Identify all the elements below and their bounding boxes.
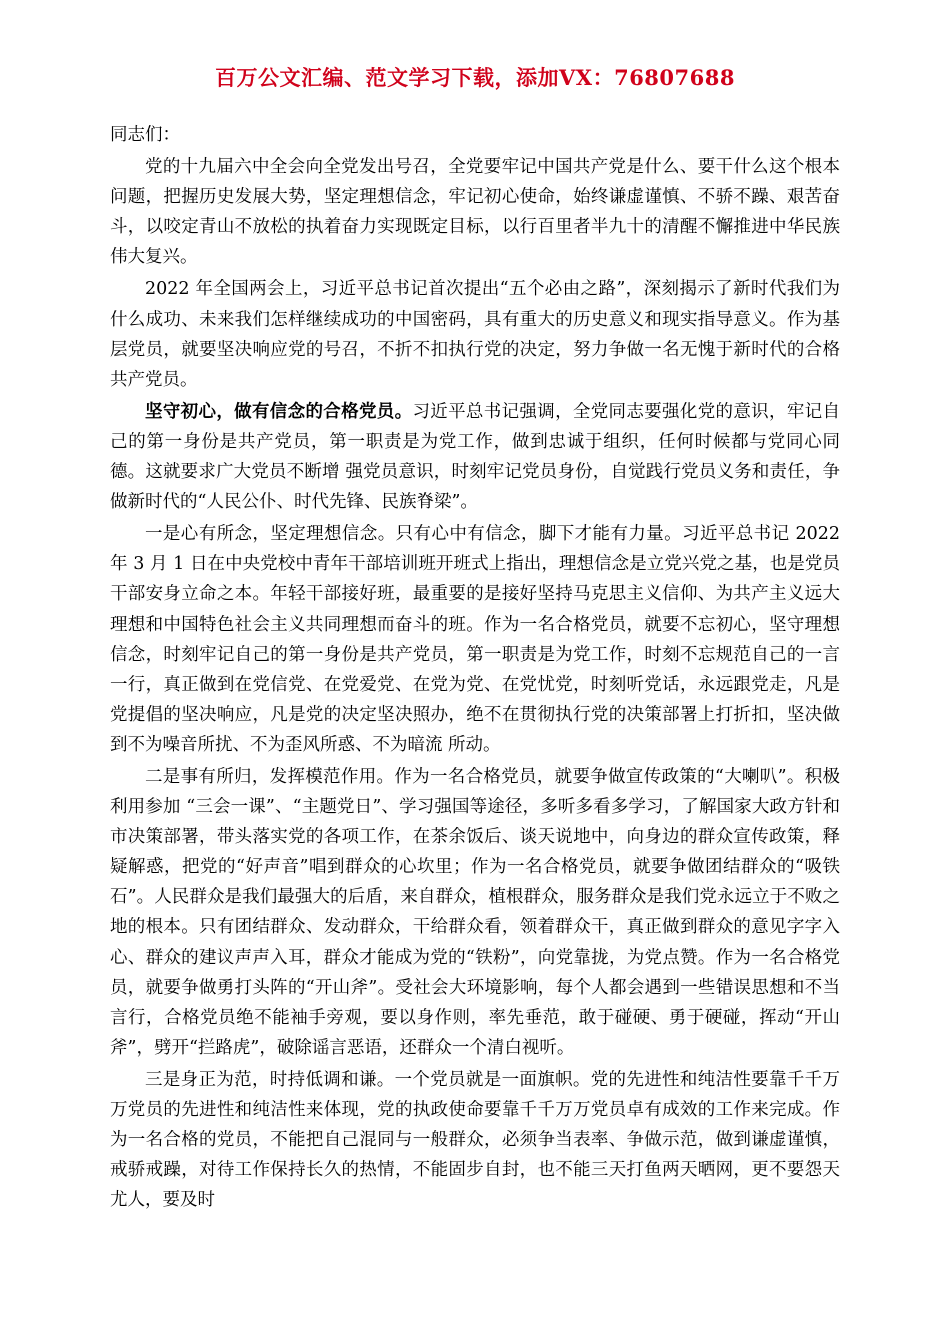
- paragraph-1: 党的十九届六中全会向全党发出号召，全党要牢记中国共产党是什么、要干什么这个根本问题，把握历史发展大势，坚定理想信念，牢记初心使命，始终谦虚谨慎、不骄不躁、艰苦奋斗，以咬定青山不放松的执着奋力实现既定目标，以行百里者半九十的清醒不懈推进中华民族伟大复兴。: [110, 157, 840, 268]
- document-body: [110, 120, 840, 1215]
- paragraph-highlight-rest: 习近平总书记强调，全党同志要强化党的意识，牢记自己的第一身份是共产党员，第一职责是为党工作，做到忠诚于组织，任何时候都与党同心同德。这就要求广大党员不断增 强党员意识，时刻牢记党员身份，自觉践行党员义务和责任，争做新时代的“人民公仆、时代先锋、民族脊梁”。: [110, 401, 841, 513]
- paragraph-2: 2022 年全国两会上，习近平总书记首次提出“五个必由之路”，深刻揭示了新时代我们为什么成功、未来我们怎样继续成功的中国密码，具有重大的历史意义和现实指导意义。作为基层党员，就要坚决响应党的号召，不折不扣执行党的决定，努力争做一名无愧于新时代的合格共产党员。: [110, 279, 840, 390]
- paragraph-5: 三是身正为范，时持低调和谦。一个党员就是一面旗帜。党的先进性和纯洁性要靠千千万万党员的先进性和纯洁性来体现，党的执政使命要靠千千万万党员卓有成效的工作来完成。作为一名合格的党员，不能把自己混同与一般群众，必须争当表率、争做示范，做到谦虚谨慎，戒骄戒躁，对待工作保持长久的热情，不能固步自封，也不能三天打鱼两天晒网，更不要怨天尤人，要及时: [110, 1069, 840, 1211]
- promo-banner: 百万公文汇编、范文学习下载，添加VX：76807688: [215, 65, 735, 90]
- paragraph-3: 一是心有所念，坚定理想信念。只有心中有信念，脚下才能有力量。习近平总书记 2022 年 3 月 1 日在中央党校中青年干部培训班开班式上指出，理想信念是立党兴党之基，也是党员干部安身立命之本。年轻干部接好班，最重要的是接好坚持马克思主义信仰、为共产主义远大理想和中国特色社会主义共同理想而奋斗的班。作为一名合格党员，就要不忘初心，坚守理想信念，时刻牢记自己的第一身份是共产党员，第一职责是为党工作，时刻不忘规范自己的一言一行，真正做到在党信党、在党爱党、在党为党、在党忧党，时刻听党话，永远跟党走，凡是党提倡的坚决响应，凡是党的决定坚决照办，绝不在贯彻执行党的决策部署上打折扣，坚决做到不为噪音所扰、不为歪风所惑、不为暗流 所动。: [110, 524, 840, 755]
- salutation: 同志们：: [110, 125, 180, 145]
- paragraph-highlight-lead: 坚守初心，做有信念的合格党员。: [145, 401, 413, 422]
- paragraph-highlight: [110, 397, 840, 517]
- paragraph-4: 二是事有所归，发挥模范作用。作为一名合格党员，就要争做宣传政策的“大喇叭”。积极利用参加 “三会一课”、“主题党日”、学习强国等途径，多听多看多学习，了解国家大政方针和市决策部署，带头落实党的各项工作，在茶余饭后、谈天说地中，向身边的群众宣传政策，释疑解惑，把党的“好声音”唱到群众的心坎里；作为一名合格党员，就要争做团结群众的“吸铁石”。人民群众是我们最强大的后盾，来自群众，植根群众，服务群众是我们党永远立于不败之地的根本。只有团结群众、发动群众，干给群众看，领着群众干，真正做到群众的意见字字入心、群众的建议声声入耳，群众才能成为党的“铁粉”，向党靠拢，为党点赞。作为一名合格党员，就要争做勇打头阵的“开山斧”。受社会大环境影响，每个人都会遇到一些错误思想和不当言行，合格党员绝不能袖手旁观，要以身作则，率先垂范，敢于碰硬、勇于硬碰，挥动“开山斧”，劈开“拦路虎”，破除谣言恶语，还群众一个清白视听。: [110, 766, 840, 1058]
